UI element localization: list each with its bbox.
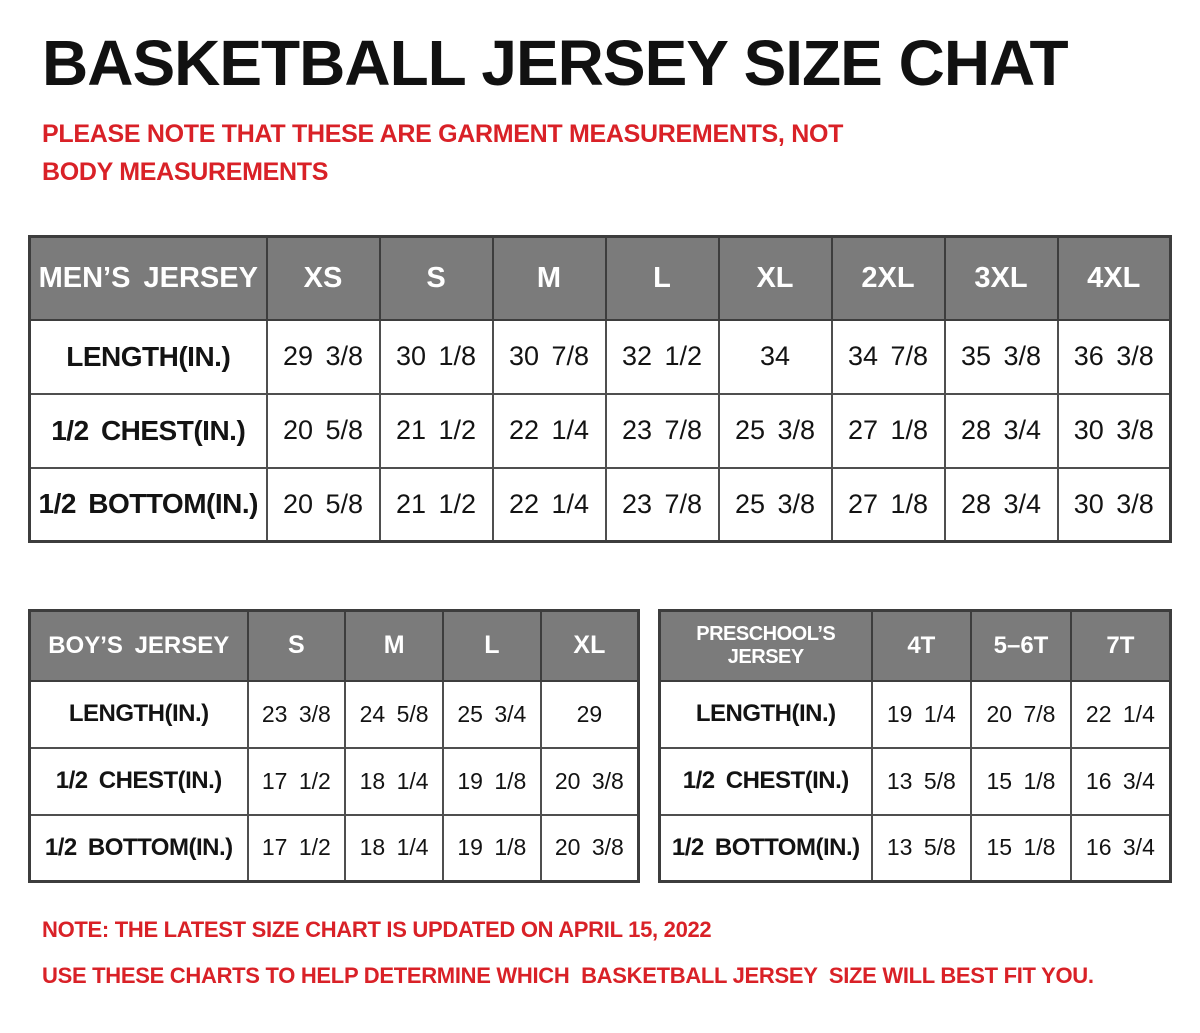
measurement-value: 25 3/8	[719, 394, 832, 468]
size-column-header: L	[443, 611, 541, 681]
measurement-value: 35 3/8	[945, 320, 1058, 394]
measurement-row-label: 1/2 BOTTOM(IN.)	[660, 815, 872, 882]
measurement-value: 20 3/8	[541, 748, 639, 815]
size-chart-page	[0, 26, 1200, 1033]
measurement-value: 21 1/2	[380, 468, 493, 542]
size-column-header: 3XL	[945, 237, 1058, 320]
size-column-header: XL	[719, 237, 832, 320]
measurement-value: 19 1/8	[443, 748, 541, 815]
measurement-value: 15 1/8	[971, 815, 1071, 882]
measurement-value: 29	[541, 681, 639, 748]
header-row	[30, 237, 1171, 320]
measurement-value: 17 1/2	[248, 748, 346, 815]
table-row	[660, 681, 1171, 748]
table-row	[30, 681, 639, 748]
measurement-row-label: LENGTH(IN.)	[660, 681, 872, 748]
measurement-value: 18 1/4	[345, 815, 443, 882]
size-column-header: 2XL	[832, 237, 945, 320]
measurement-value: 20 5/8	[267, 394, 380, 468]
measurement-row-label: 1/2 CHEST(IN.)	[30, 748, 248, 815]
mens-table	[28, 235, 1172, 543]
measurement-row-label: LENGTH(IN.)	[30, 681, 248, 748]
small-tables-row	[28, 609, 1200, 883]
usage-note: USE THESE CHARTS TO HELP DETERMINE WHICH BASKETBALL JERSEY SIZE WILL BEST FIT YOU.	[42, 963, 1094, 988]
page-title: BASKETBALL JERSEY SIZE CHAT	[42, 27, 1068, 99]
measurement-value: 30 3/8	[1058, 394, 1171, 468]
table-row	[30, 468, 1171, 542]
table-row	[30, 394, 1171, 468]
measurement-value: 34 7/8	[832, 320, 945, 394]
size-column-header: XL	[541, 611, 639, 681]
measurement-value: 19 1/4	[872, 681, 972, 748]
measurement-value: 17 1/2	[248, 815, 346, 882]
measurement-row-label: 1/2 BOTTOM(IN.)	[30, 815, 248, 882]
measurement-value: 22 1/4	[1071, 681, 1171, 748]
measurement-row-label: 1/2 CHEST(IN.)	[660, 748, 872, 815]
measurement-value: 23 7/8	[606, 468, 719, 542]
size-column-header: S	[248, 611, 346, 681]
size-column-header: 4T	[872, 611, 972, 681]
update-date-note: NOTE: THE LATEST SIZE CHART IS UPDATED ON APRIL 15, 2022	[42, 917, 712, 942]
mens-table-title: MEN’S JERSEY	[30, 237, 267, 320]
measurement-value: 21 1/2	[380, 394, 493, 468]
measurement-value: 19 1/8	[443, 815, 541, 882]
measurement-value: 32 1/2	[606, 320, 719, 394]
garment-measurement-disclaimer: PLEASE NOTE THAT THESE ARE GARMENT MEASUREMENTS, NOT BODY MEASUREMENTS	[42, 120, 850, 186]
measurement-value: 29 3/8	[267, 320, 380, 394]
size-column-header: M	[493, 237, 606, 320]
table-row	[30, 748, 639, 815]
measurement-value: 25 3/4	[443, 681, 541, 748]
measurement-value: 16 3/4	[1071, 748, 1171, 815]
measurement-value: 15 1/8	[971, 748, 1071, 815]
measurement-value: 22 1/4	[493, 468, 606, 542]
table-row	[30, 320, 1171, 394]
size-column-header: L	[606, 237, 719, 320]
measurement-value: 22 1/4	[493, 394, 606, 468]
measurement-value: 13 5/8	[872, 815, 972, 882]
measurement-row-label: LENGTH(IN.)	[30, 320, 267, 394]
measurement-value: 20 5/8	[267, 468, 380, 542]
measurement-value: 16 3/4	[1071, 815, 1171, 882]
measurement-row-label: 1/2 CHEST(IN.)	[30, 394, 267, 468]
size-column-header: XS	[267, 237, 380, 320]
header-row	[660, 611, 1171, 681]
boys-table-title: BOY’S JERSEY	[30, 611, 248, 681]
measurement-value: 36 3/8	[1058, 320, 1171, 394]
measurement-value: 25 3/8	[719, 468, 832, 542]
measurement-value: 13 5/8	[872, 748, 972, 815]
boys-jersey-size-table	[28, 609, 640, 883]
size-column-header: S	[380, 237, 493, 320]
measurement-value: 28 3/4	[945, 394, 1058, 468]
mens-jersey-size-table	[28, 235, 1200, 543]
size-column-header: 4XL	[1058, 237, 1171, 320]
measurement-value: 27 1/8	[832, 394, 945, 468]
measurement-value: 34	[719, 320, 832, 394]
table-row	[660, 748, 1171, 815]
size-column-header: 5–6T	[971, 611, 1071, 681]
measurement-value: 23 3/8	[248, 681, 346, 748]
preschool-table	[658, 609, 1172, 883]
measurement-value: 30 3/8	[1058, 468, 1171, 542]
measurement-value: 28 3/4	[945, 468, 1058, 542]
footer-notes	[42, 917, 1200, 989]
measurement-value: 23 7/8	[606, 394, 719, 468]
boys-table	[28, 609, 640, 883]
measurement-value: 30 7/8	[493, 320, 606, 394]
measurement-value: 30 1/8	[380, 320, 493, 394]
measurement-value: 18 1/4	[345, 748, 443, 815]
preschools-jersey-size-table	[658, 609, 1172, 883]
preschool-table-title: PRESCHOOL’S JERSEY	[660, 611, 872, 681]
size-column-header: M	[345, 611, 443, 681]
measurement-value: 20 3/8	[541, 815, 639, 882]
measurement-row-label: 1/2 BOTTOM(IN.)	[30, 468, 267, 542]
size-column-header: 7T	[1071, 611, 1171, 681]
measurement-value: 20 7/8	[971, 681, 1071, 748]
table-row	[30, 815, 639, 882]
measurement-value: 24 5/8	[345, 681, 443, 748]
tables-area	[28, 235, 1200, 883]
header-row	[30, 611, 639, 681]
measurement-value: 27 1/8	[832, 468, 945, 542]
table-row	[660, 815, 1171, 882]
